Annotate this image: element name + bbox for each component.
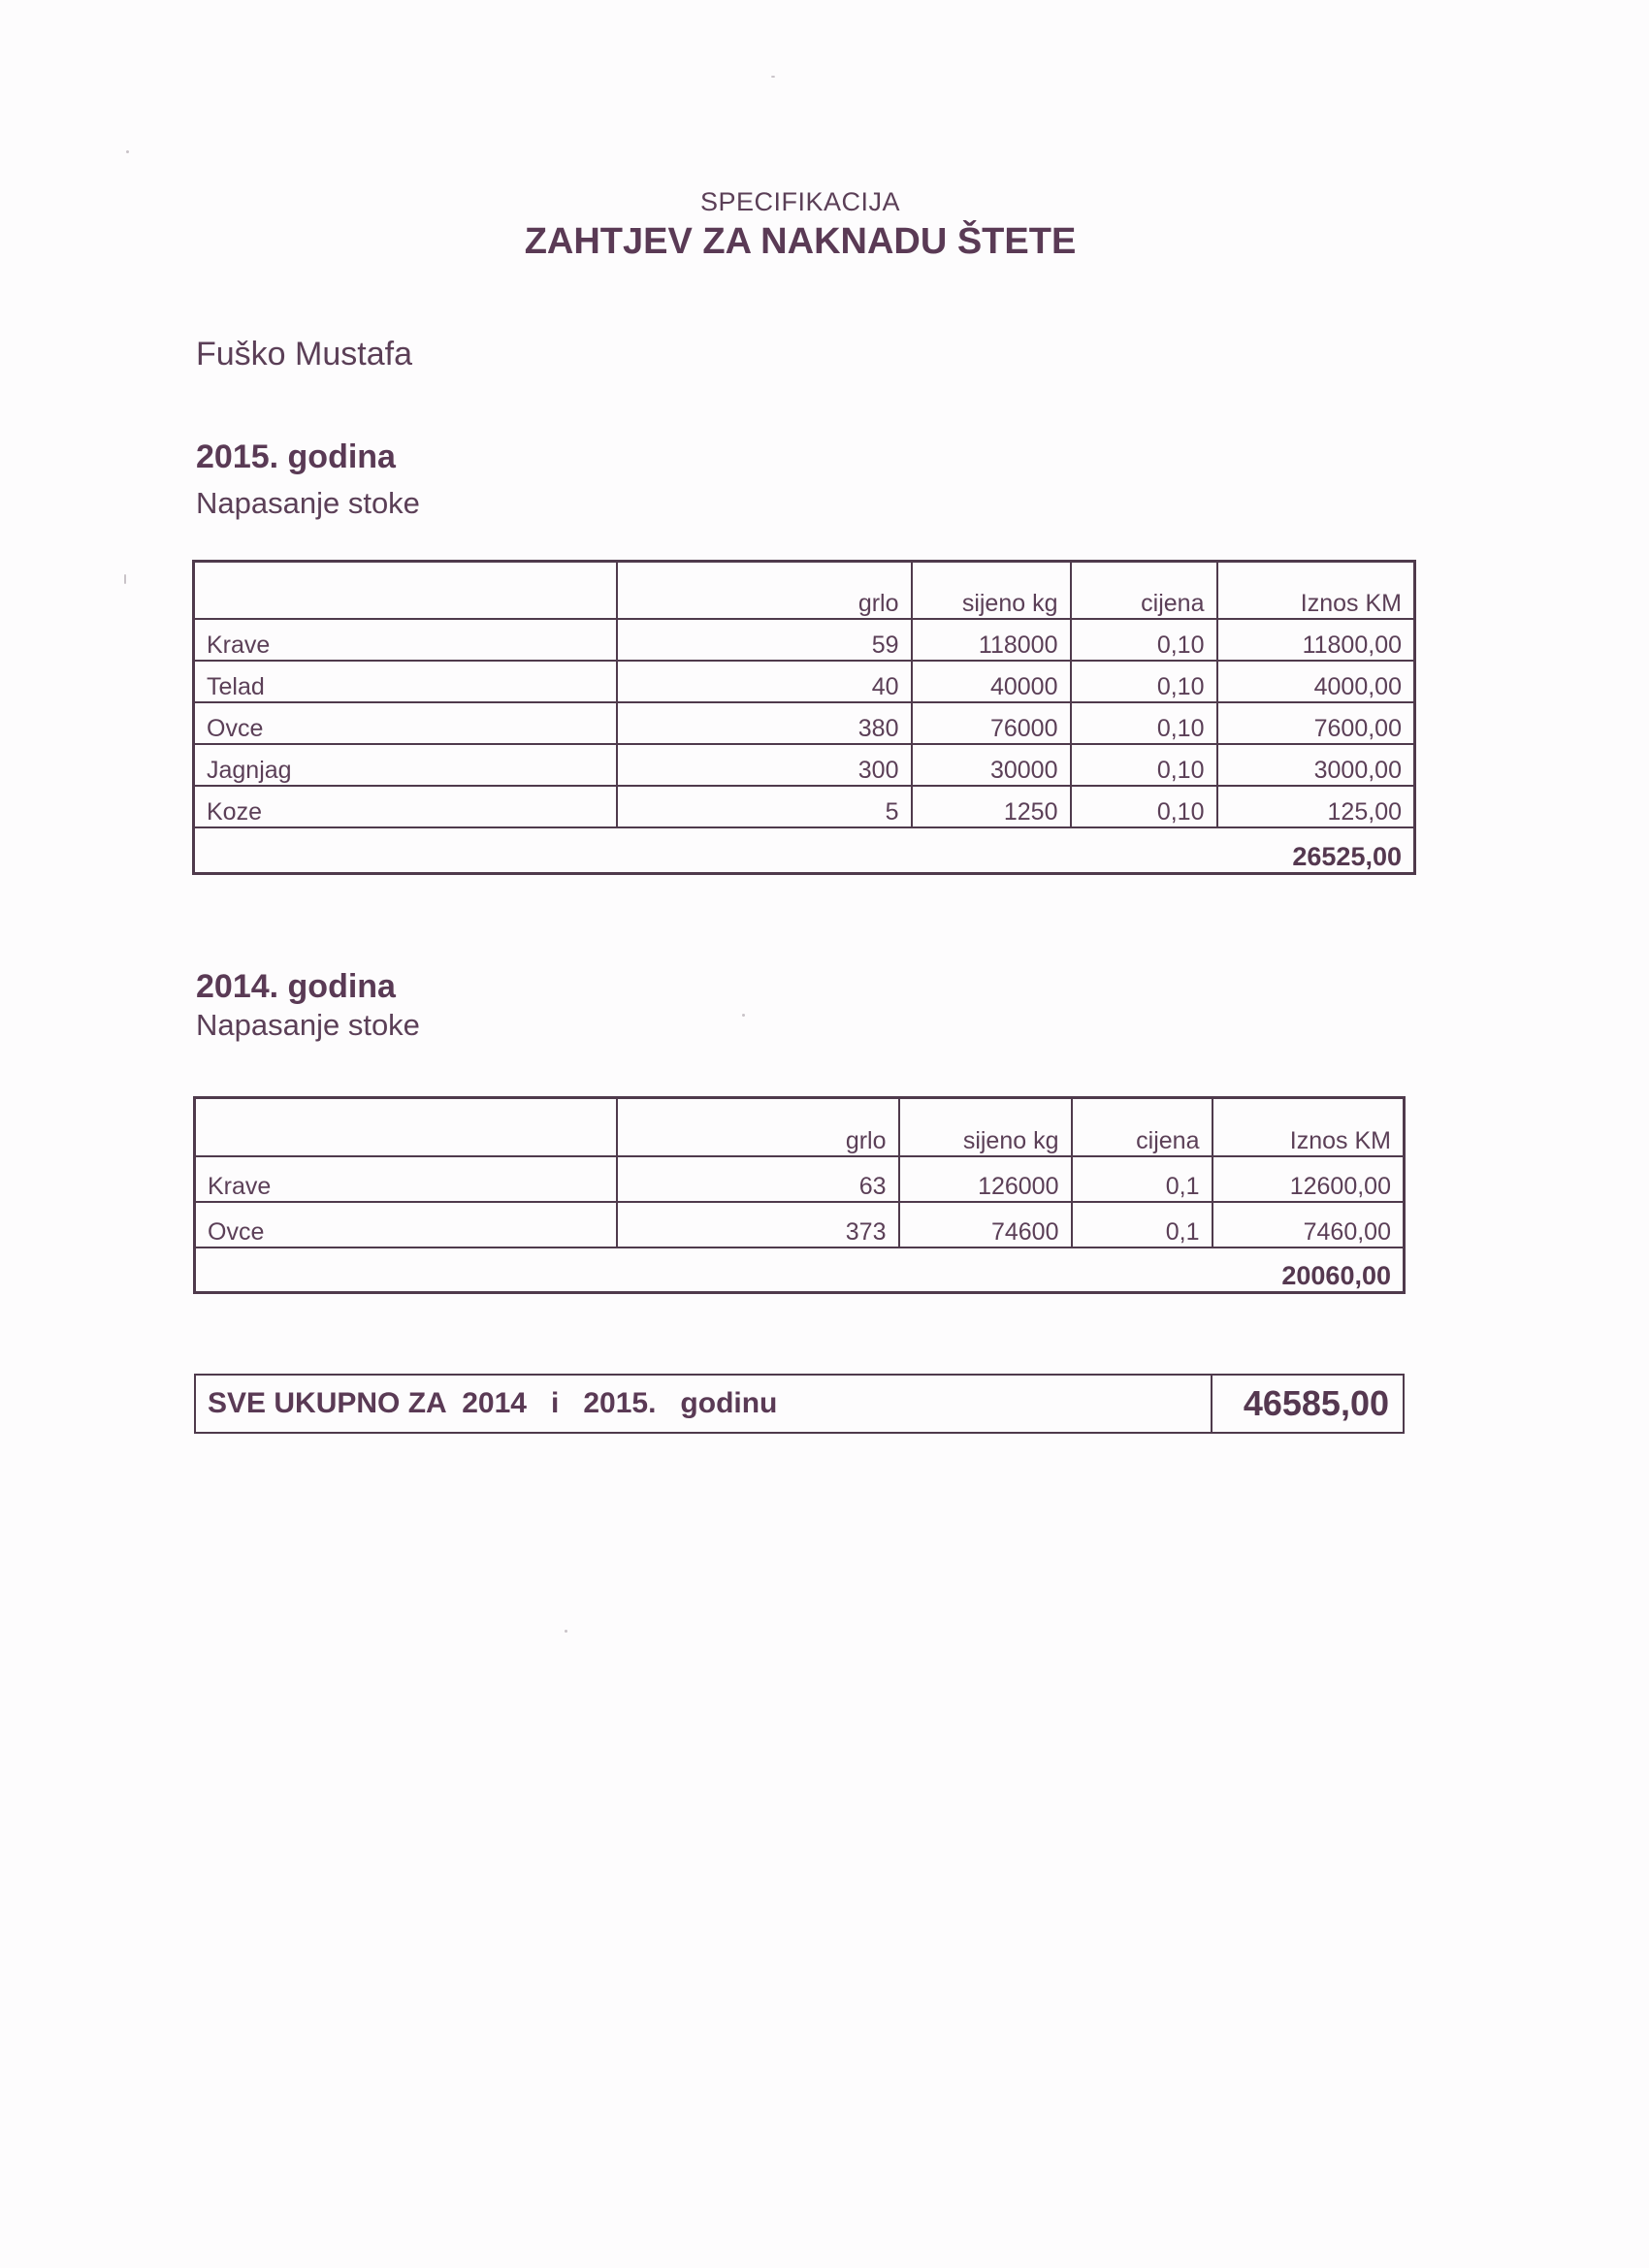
section-year-2015: 2015. godina xyxy=(196,438,396,475)
header-sijeno: sijeno kg xyxy=(912,562,1071,619)
sijeno-cell: 1250 xyxy=(912,786,1071,827)
sijeno-cell: 76000 xyxy=(912,702,1071,744)
table-row xyxy=(194,786,1415,827)
grlo-cell: 300 xyxy=(617,744,912,786)
table-row xyxy=(194,702,1415,744)
cijena-cell: 0,10 xyxy=(1071,661,1217,702)
table-total-row xyxy=(195,1247,1405,1293)
sijeno-cell: 30000 xyxy=(912,744,1071,786)
cijena-cell: 0,1 xyxy=(1072,1202,1212,1247)
grlo-cell: 5 xyxy=(617,786,912,827)
iznos-cell: 7460,00 xyxy=(1212,1202,1405,1247)
scan-speck xyxy=(124,574,126,584)
sijeno-cell: 74600 xyxy=(899,1202,1072,1247)
animal-cell: Jagnjag xyxy=(194,744,617,786)
header-blank xyxy=(195,1098,617,1156)
iznos-cell: 11800,00 xyxy=(1217,619,1415,661)
section-total: 20060,00 xyxy=(195,1247,1405,1293)
section-activity-2014: Napasanje stoke xyxy=(196,1008,420,1042)
header-cijena: cijena xyxy=(1071,562,1217,619)
animal-cell: Krave xyxy=(194,619,617,661)
table-2015 xyxy=(192,560,1416,875)
table-2014 xyxy=(193,1096,1406,1294)
grlo-cell: 380 xyxy=(617,702,912,744)
grand-total-label: SVE UKUPNO ZA 2014 i 2015. godinu xyxy=(195,1375,1212,1433)
cijena-cell: 0,10 xyxy=(1071,619,1217,661)
section-total: 26525,00 xyxy=(194,827,1415,874)
animal-cell: Koze xyxy=(194,786,617,827)
grand-total-value: 46585,00 xyxy=(1212,1375,1404,1433)
grlo-cell: 373 xyxy=(617,1202,899,1247)
sijeno-cell: 40000 xyxy=(912,661,1071,702)
cijena-cell: 0,10 xyxy=(1071,744,1217,786)
scan-speck xyxy=(771,76,775,78)
scan-speck xyxy=(126,150,129,153)
header-iznos: Iznos KM xyxy=(1217,562,1415,619)
document-subtitle: SPECIFIKACIJA xyxy=(699,187,901,216)
header-grlo: grlo xyxy=(617,562,912,619)
cijena-cell: 0,10 xyxy=(1071,786,1217,827)
animal-cell: Krave xyxy=(195,1156,617,1202)
table-row xyxy=(195,1156,1405,1202)
header-cijena: cijena xyxy=(1072,1098,1212,1156)
table-row xyxy=(194,619,1415,661)
header-sijeno: sijeno kg xyxy=(899,1098,1072,1156)
table-row xyxy=(195,1202,1405,1247)
iznos-cell: 125,00 xyxy=(1217,786,1415,827)
grlo-cell: 63 xyxy=(617,1156,899,1202)
iznos-cell: 7600,00 xyxy=(1217,702,1415,744)
grlo-cell: 59 xyxy=(617,619,912,661)
cijena-cell: 0,10 xyxy=(1071,702,1217,744)
section-year-2014: 2014. godina xyxy=(196,968,396,1005)
table-row xyxy=(194,744,1415,786)
sijeno-cell: 126000 xyxy=(899,1156,1072,1202)
sijeno-cell: 118000 xyxy=(912,619,1071,661)
iznos-cell: 3000,00 xyxy=(1217,744,1415,786)
table-total-row xyxy=(194,827,1415,874)
header-iznos: Iznos KM xyxy=(1212,1098,1405,1156)
scan-speck xyxy=(742,1014,745,1017)
section-activity-2015: Napasanje stoke xyxy=(196,486,420,520)
iznos-cell: 12600,00 xyxy=(1212,1156,1405,1202)
table-header-row xyxy=(194,562,1415,619)
grand-total-box xyxy=(194,1374,1405,1434)
header-blank xyxy=(194,562,617,619)
grlo-cell: 40 xyxy=(617,661,912,702)
iznos-cell: 4000,00 xyxy=(1217,661,1415,702)
animal-cell: Telad xyxy=(194,661,617,702)
scan-speck xyxy=(565,1630,567,1633)
table-row xyxy=(194,661,1415,702)
animal-cell: Ovce xyxy=(195,1202,617,1247)
cijena-cell: 0,1 xyxy=(1072,1156,1212,1202)
header-grlo: grlo xyxy=(617,1098,899,1156)
animal-cell: Ovce xyxy=(194,702,617,744)
applicant-name: Fuško Mustafa xyxy=(196,336,412,373)
table-header-row xyxy=(195,1098,1405,1156)
document-title: ZAHTJEV ZA NAKNADU ŠTETE xyxy=(524,221,1077,262)
